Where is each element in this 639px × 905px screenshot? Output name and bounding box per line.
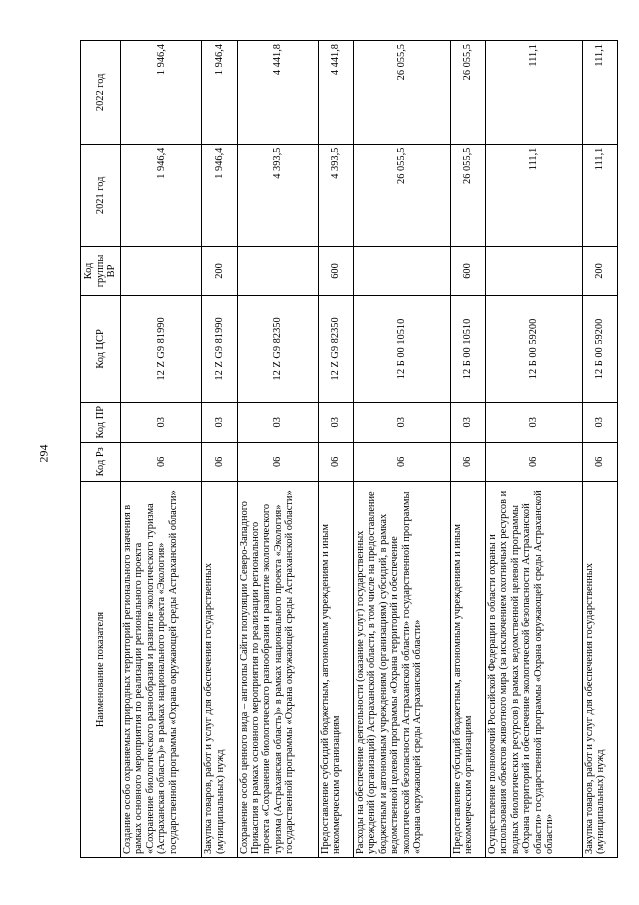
header-pr: Код ПР	[81, 402, 121, 442]
cell-name: Сохранение особо ценного вида – ангиопы Сайги популяции Северо-Западного Прикаспия в рамках основного мероприятия по реализации регионального проекта «Сохранение биологического разнообразия и развитие экологического туризма (Астраханская область)» в рамках национального проекта «Экология» государственной программы «Охрана окружающей среды Астраханской области»	[237, 482, 318, 858]
cell-csr: 12 Б 00 59200	[582, 295, 617, 402]
header-csr: Код ЦСР	[81, 295, 121, 402]
cell-pr: 03	[450, 402, 485, 442]
cell-rz: 06	[582, 442, 617, 482]
table-row	[318, 41, 353, 858]
cell-rz: 06	[121, 442, 202, 482]
cell-rz: 06	[237, 442, 318, 482]
header-name: Наименование показателя	[81, 482, 121, 858]
header-2021: 2021 год	[81, 144, 121, 246]
cell-vr: 200	[582, 247, 617, 296]
cell-name: Предоставление субсидий бюджетным, автономным учреждениям и иным некоммерческим организациям	[318, 482, 353, 858]
cell-vr: 600	[318, 247, 353, 296]
cell-name: Создание особо охраняемых природных территорий регионального значения в рамках основного мероприятия по реализации регионального проекта «Сохранение биологического разнообразия и развитие экологического туризма (Астраханская область)» в рамках национального проекта «Экология» государственной программы «Охрана окружающей среды Астраханской области»	[121, 482, 202, 858]
cell-2021: 26 055,5	[354, 144, 451, 246]
cell-csr: 12 Z G9 81990	[121, 295, 202, 402]
cell-2022: 4 441,8	[318, 41, 353, 145]
table-row	[582, 41, 617, 858]
cell-2021: 4 393,5	[237, 144, 318, 246]
cell-name: Закупка товаров, работ и услуг для обеспечения государственных (муниципальных) нужд	[582, 482, 617, 858]
page-number: 294	[36, 444, 51, 462]
cell-pr: 03	[237, 402, 318, 442]
cell-2021: 1 946,4	[202, 144, 237, 246]
cell-pr: 03	[354, 402, 451, 442]
cell-2021: 26 055,5	[450, 144, 485, 246]
header-vr: Код группы ВР	[81, 247, 121, 296]
cell-pr: 03	[582, 402, 617, 442]
cell-rz: 06	[318, 442, 353, 482]
cell-2022: 1 946,4	[121, 41, 202, 145]
cell-vr	[354, 247, 451, 296]
table-row	[450, 41, 485, 858]
cell-name: Расходы на обеспечение деятельности (оказание услуг) государственных учреждений (организаций) Астраханской области, в том числе на предоставление бюджетным и автономным учреждениям (организациям) субсидий, в рамках ведомственной целевой программы «Охрана территорий и обеспечение экологической безопасности Астраханской области» государственной программы «Охрана окружающей среды Астраханской области»	[354, 482, 451, 858]
cell-pr: 03	[121, 402, 202, 442]
cell-rz: 06	[202, 442, 237, 482]
header-rz: Код Рз	[81, 442, 121, 482]
table-row	[202, 41, 237, 858]
cell-2022: 111,1	[582, 41, 617, 145]
cell-csr: 12 Б 00 10510	[450, 295, 485, 402]
cell-csr: 12 Z G9 81990	[202, 295, 237, 402]
cell-2021: 4 393,5	[318, 144, 353, 246]
cell-2022: 111,1	[485, 41, 582, 145]
cell-rz: 06	[485, 442, 582, 482]
header-2022: 2022 год	[81, 41, 121, 145]
table-row	[485, 41, 582, 858]
cell-pr: 03	[485, 402, 582, 442]
cell-vr	[237, 247, 318, 296]
table-row	[354, 41, 451, 858]
cell-vr: 200	[202, 247, 237, 296]
cell-pr: 03	[318, 402, 353, 442]
cell-name: Осуществление полномочий Российской Федерации в области охраны и использования объектов животного мира (за исключением охотничьих ресурсов и водных биологических ресурсов) в рамках ведомственной целевой программы «Охрана территорий и обеспечение экологической безопасности Астраханской области» государственной программы «Охрана окружающей среды Астраханской области»	[485, 482, 582, 858]
cell-rz: 06	[354, 442, 451, 482]
cell-vr	[485, 247, 582, 296]
cell-csr: 12 Б 00 59200	[485, 295, 582, 402]
table-row	[237, 41, 318, 858]
budget-table-rotated	[80, 40, 618, 858]
cell-csr: 12 Z G9 82350	[237, 295, 318, 402]
header-row	[81, 41, 121, 858]
budget-table	[80, 40, 618, 858]
cell-2021: 111,1	[485, 144, 582, 246]
cell-2021: 1 946,4	[121, 144, 202, 246]
table-row	[121, 41, 202, 858]
cell-2022: 26 055,5	[354, 41, 451, 145]
cell-vr	[121, 247, 202, 296]
cell-2022: 1 946,4	[202, 41, 237, 145]
cell-name: Закупка товаров, работ и услуг для обеспечения государственных (муниципальных) нужд	[202, 482, 237, 858]
cell-2021: 111,1	[582, 144, 617, 246]
cell-name: Предоставление субсидий бюджетным, автономным учреждениям и иным некоммерческим организациям	[450, 482, 485, 858]
cell-2022: 4 441,8	[237, 41, 318, 145]
cell-2022: 26 055,5	[450, 41, 485, 145]
cell-csr: 12 Z G9 82350	[318, 295, 353, 402]
cell-pr: 03	[202, 402, 237, 442]
cell-vr: 600	[450, 247, 485, 296]
cell-rz: 06	[450, 442, 485, 482]
cell-csr: 12 Б 00 10510	[354, 295, 451, 402]
